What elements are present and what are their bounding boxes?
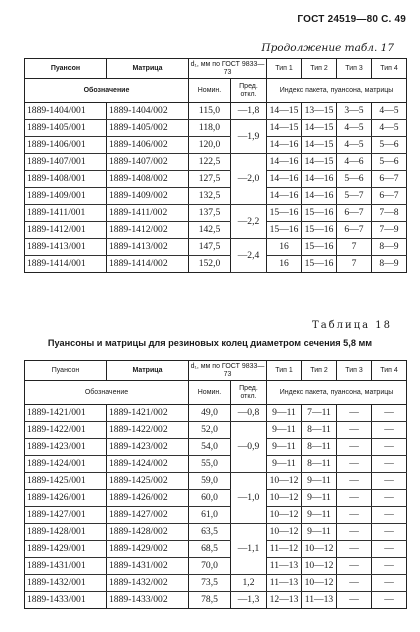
punch-code: 1889-1407/001 [25,154,107,171]
type2-index: 10—12 [302,575,337,592]
type3-index: — [337,405,372,422]
type1-index: 14—15 [267,120,302,137]
die-code: 1889-1404/002 [107,103,189,120]
type4-index: — [372,592,407,609]
die-code: 1889-1422/002 [107,422,189,439]
type1-index: 9—11 [267,439,302,456]
punch-code: 1889-1414/001 [25,256,107,273]
type3-index: — [337,541,372,558]
header-type3: Тип 3 [337,59,372,79]
type4-index: — [372,490,407,507]
type1-index: 15—16 [267,222,302,239]
type3-index: — [337,575,372,592]
punch-code: 1889-1404/001 [25,103,107,120]
punch-code: 1889-1433/001 [25,592,107,609]
type2-index: 11—13 [302,592,337,609]
table-row [25,171,407,188]
table-row [25,456,407,473]
type2-index: 15—16 [302,256,337,273]
tolerance-value: —1,1 [231,524,267,575]
type3-index: 6—7 [337,205,372,222]
die-code: 1889-1411/002 [107,205,189,222]
die-code: 1889-1423/002 [107,439,189,456]
nominal-diameter: 147,5 [189,239,231,256]
type1-index: 14—16 [267,154,302,171]
header-designation: Обозначение [25,79,189,103]
nominal-diameter: 68,5 [189,541,231,558]
tolerance-value: —1,0 [231,473,267,524]
die-code: 1889-1429/002 [107,541,189,558]
header-punch: Пуансон [25,361,107,381]
type2-index: 8—11 [302,456,337,473]
punch-code: 1889-1431/001 [25,558,107,575]
type4-index: 7—8 [372,205,407,222]
table-number: Таблица 18 [312,320,392,331]
die-code: 1889-1407/002 [107,154,189,171]
table-18 [24,360,407,609]
type2-index: 14—16 [302,171,337,188]
punch-code: 1889-1427/001 [25,507,107,524]
type2-index: 8—11 [302,439,337,456]
type4-index: 7—9 [372,222,407,239]
table-row [25,137,407,154]
type1-index: 11—13 [267,575,302,592]
die-code: 1889-1428/002 [107,524,189,541]
nominal-diameter: 78,5 [189,592,231,609]
header-designation: Обозначение [25,381,189,405]
header-d1: d₁, мм по ГОСТ 9833—73 [189,361,267,381]
die-code: 1889-1432/002 [107,575,189,592]
type1-index: 16 [267,239,302,256]
type4-index: 5—6 [372,154,407,171]
type1-index: 11—13 [267,558,302,575]
table-row [25,541,407,558]
punch-code: 1889-1413/001 [25,239,107,256]
type4-index: — [372,422,407,439]
nominal-diameter: 52,0 [189,422,231,439]
die-code: 1889-1421/002 [107,405,189,422]
punch-code: 1889-1405/001 [25,120,107,137]
table-17 [24,58,407,273]
table-row [25,507,407,524]
punch-code: 1889-1422/001 [25,422,107,439]
punch-code: 1889-1425/001 [25,473,107,490]
type4-index: — [372,541,407,558]
header-tolerance: Пред. откл. [231,381,267,405]
table-row [25,205,407,222]
punch-code: 1889-1408/001 [25,171,107,188]
header-nominal: Номин. [189,381,231,405]
nominal-diameter: 122,5 [189,154,231,171]
die-code: 1889-1426/002 [107,490,189,507]
type3-index: 4—5 [337,120,372,137]
nominal-diameter: 70,0 [189,558,231,575]
punch-code: 1889-1423/001 [25,439,107,456]
type1-index: 12—13 [267,592,302,609]
header-tolerance: Пред. откл. [231,79,267,103]
type2-index: 15—16 [302,205,337,222]
header-nominal: Номин. [189,79,231,103]
table-row [25,154,407,171]
continuation-caption: Продолжение табл. 17 [261,42,394,54]
type2-index: 7—11 [302,405,337,422]
header-d1: d₁, мм по ГОСТ 9833—73 [189,59,267,79]
type4-index: 4—5 [372,103,407,120]
tolerance-value: 1,2 [231,575,267,592]
tolerance-value: —1,3 [231,592,267,609]
table-row [25,222,407,239]
type2-index: 10—12 [302,558,337,575]
type1-index: 14—16 [267,171,302,188]
nominal-diameter: 127,5 [189,171,231,188]
header-type1: Тип 1 [267,59,302,79]
tolerance-value: —2,0 [231,154,267,205]
type2-index: 13—15 [302,103,337,120]
type1-index: 9—11 [267,405,302,422]
table-title: Пуансоны и матрицы для резиновых колец диаметром сечения 5,8 мм [47,338,373,348]
header-type2: Тип 2 [302,361,337,381]
type2-index: 14—16 [302,188,337,205]
table-row [25,103,407,120]
punch-code: 1889-1406/001 [25,137,107,154]
type3-index: 6—7 [337,222,372,239]
header-index: Индекс пакета, пуансона, матрицы [267,79,407,103]
table-row [25,490,407,507]
type4-index: — [372,473,407,490]
die-code: 1889-1427/002 [107,507,189,524]
type3-index: 5—6 [337,171,372,188]
nominal-diameter: 59,0 [189,473,231,490]
type2-index: 9—11 [302,507,337,524]
table-row [25,256,407,273]
tolerance-value: —2,4 [231,239,267,273]
type3-index: — [337,524,372,541]
header-type1: Тип 1 [267,361,302,381]
table-row [25,524,407,541]
type2-index: 14—15 [302,120,337,137]
table-row [25,120,407,137]
punch-code: 1889-1411/001 [25,205,107,222]
punch-code: 1889-1412/001 [25,222,107,239]
type4-index: — [372,524,407,541]
type4-index: 4—5 [372,120,407,137]
header-punch: Пуансон [25,59,107,79]
type3-index: — [337,456,372,473]
type4-index: 6—7 [372,171,407,188]
nominal-diameter: 152,0 [189,256,231,273]
nominal-diameter: 49,0 [189,405,231,422]
type3-index: — [337,490,372,507]
tolerance-value: —0,9 [231,422,267,473]
punch-code: 1889-1426/001 [25,490,107,507]
die-code: 1889-1412/002 [107,222,189,239]
type1-index: 14—16 [267,137,302,154]
tolerance-value: —2,2 [231,205,267,239]
tolerance-value: —1,9 [231,120,267,154]
nominal-diameter: 55,0 [189,456,231,473]
table-row [25,592,407,609]
punch-code: 1889-1428/001 [25,524,107,541]
type1-index: 10—12 [267,473,302,490]
table-row [25,188,407,205]
nominal-diameter: 120,0 [189,137,231,154]
type4-index: — [372,575,407,592]
type2-index: 9—11 [302,524,337,541]
table-row [25,473,407,490]
type1-index: 14—16 [267,188,302,205]
type1-index: 14—15 [267,103,302,120]
header-die: Матрица [107,59,189,79]
nominal-diameter: 63,5 [189,524,231,541]
header-type4: Тип 4 [372,59,407,79]
die-code: 1889-1409/002 [107,188,189,205]
type3-index: 3—5 [337,103,372,120]
nominal-diameter: 73,5 [189,575,231,592]
type3-index: — [337,422,372,439]
type3-index: 7 [337,239,372,256]
die-code: 1889-1414/002 [107,256,189,273]
nominal-diameter: 132,5 [189,188,231,205]
die-code: 1889-1431/002 [107,558,189,575]
type4-index: 8—9 [372,239,407,256]
die-code: 1889-1408/002 [107,171,189,188]
nominal-diameter: 137,5 [189,205,231,222]
nominal-diameter: 60,0 [189,490,231,507]
header-index: Индекс пакета, пуансона, матрицы [267,381,407,405]
type1-index: 15—16 [267,205,302,222]
header-die: Матрица [107,361,189,381]
punch-code: 1889-1409/001 [25,188,107,205]
die-code: 1889-1405/002 [107,120,189,137]
table-row [25,558,407,575]
nominal-diameter: 61,0 [189,507,231,524]
type1-index: 9—11 [267,456,302,473]
type1-index: 10—12 [267,507,302,524]
page-header: ГОСТ 24519—80 С. 49 [297,14,406,25]
type3-index: — [337,592,372,609]
type2-index: 9—11 [302,490,337,507]
nominal-diameter: 118,0 [189,120,231,137]
type3-index: — [337,558,372,575]
punch-code: 1889-1429/001 [25,541,107,558]
type2-index: 14—15 [302,154,337,171]
type1-index: 10—12 [267,490,302,507]
table-row [25,405,407,422]
type4-index: 5—6 [372,137,407,154]
type1-index: 11—12 [267,541,302,558]
type3-index: — [337,473,372,490]
type2-index: 14—15 [302,137,337,154]
type4-index: 6—7 [372,188,407,205]
type3-index: 7 [337,256,372,273]
type4-index: 8—9 [372,256,407,273]
type4-index: — [372,558,407,575]
die-code: 1889-1433/002 [107,592,189,609]
nominal-diameter: 142,5 [189,222,231,239]
table-row [25,422,407,439]
type4-index: — [372,456,407,473]
type3-index: 5—7 [337,188,372,205]
table-row [25,439,407,456]
header-type4: Тип 4 [372,361,407,381]
type4-index: — [372,507,407,524]
type3-index: — [337,439,372,456]
punch-code: 1889-1424/001 [25,456,107,473]
header-type2: Тип 2 [302,59,337,79]
type3-index: 4—5 [337,137,372,154]
table-row [25,575,407,592]
type1-index: 16 [267,256,302,273]
nominal-diameter: 54,0 [189,439,231,456]
type1-index: 9—11 [267,422,302,439]
tolerance-value: —1,8 [231,103,267,120]
type1-index: 10—12 [267,524,302,541]
type4-index: — [372,405,407,422]
header-type3: Тип 3 [337,361,372,381]
nominal-diameter: 115,0 [189,103,231,120]
die-code: 1889-1424/002 [107,456,189,473]
punch-code: 1889-1432/001 [25,575,107,592]
type2-index: 15—16 [302,239,337,256]
type3-index: 4—6 [337,154,372,171]
type3-index: — [337,507,372,524]
tolerance-value: —0,8 [231,405,267,422]
die-code: 1889-1413/002 [107,239,189,256]
type2-index: 15—16 [302,222,337,239]
type2-index: 10—12 [302,541,337,558]
type2-index: 8—11 [302,422,337,439]
die-code: 1889-1406/002 [107,137,189,154]
type2-index: 9—11 [302,473,337,490]
die-code: 1889-1425/002 [107,473,189,490]
punch-code: 1889-1421/001 [25,405,107,422]
type4-index: — [372,439,407,456]
table-row [25,239,407,256]
